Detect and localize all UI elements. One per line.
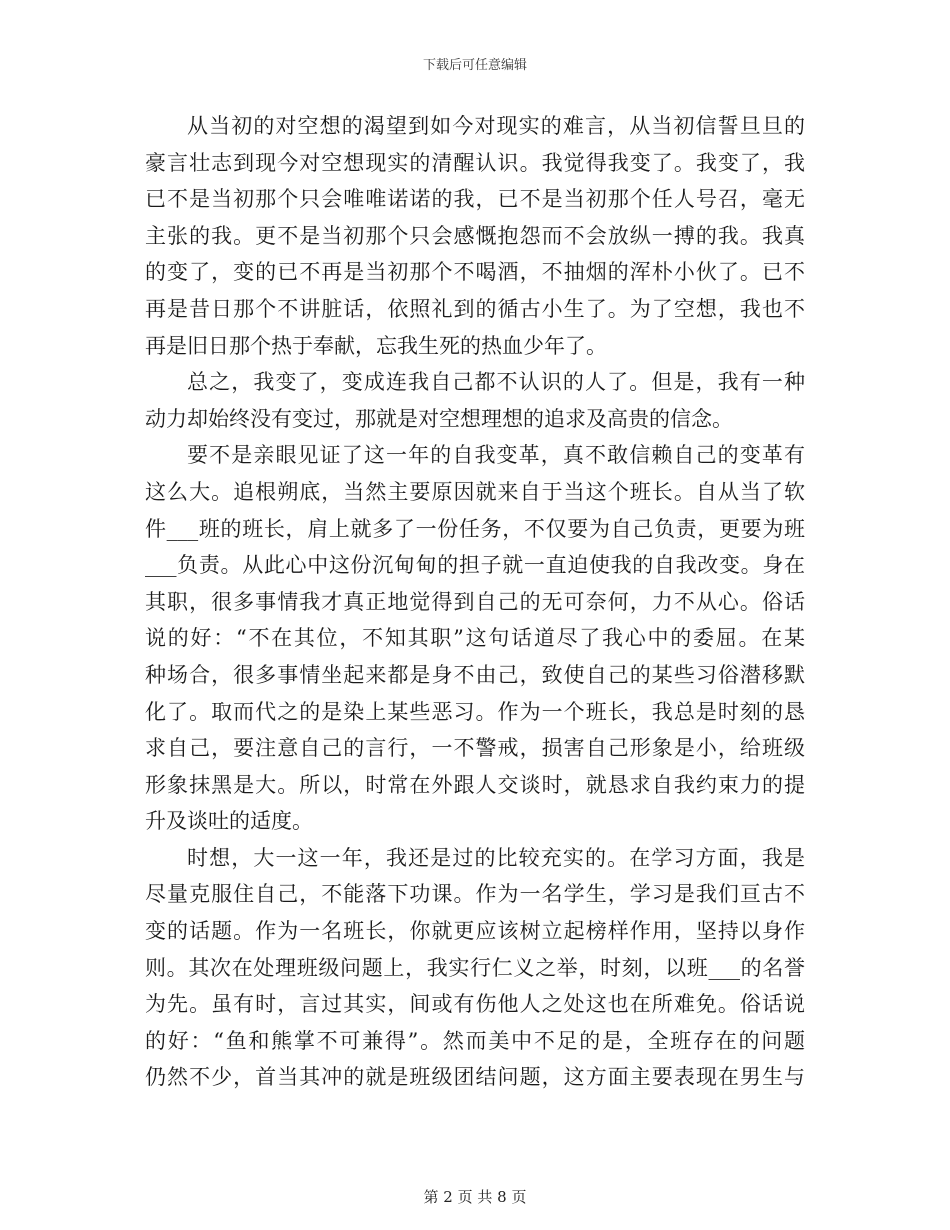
text-line: 为先。虽有时，言过其实，间或有伤他人之处这也在所难免。俗话说	[145, 992, 805, 1017]
text-line: 时想，大一这一年，我还是过的比较充实的。在学习方面，我是	[187, 845, 805, 870]
text-line: 件___班的班长，肩上就多了一份任务，不仅要为自己负责，更要为班	[145, 516, 805, 541]
text-line: 再是昔日那个不讲脏话，依照礼到的循古小生了。为了空想，我也不	[145, 296, 805, 321]
text-line: 要不是亲眼见证了这一年的自我变革，真不敢信赖自己的变革有	[187, 443, 805, 468]
text-line: 这么大。追根朔底，当然主要原因就来自于当这个班长。自从当了软	[145, 479, 805, 504]
text-line: 说的好：“不在其位，不知其职”这句话道尽了我心中的委屈。在某	[145, 626, 805, 651]
text-line: ___负责。从此心中这份沉甸甸的担子就一直迫使我的自我改变。身在	[145, 553, 805, 578]
text-line: 的变了，变的已不再是当初那个不喝酒，不抽烟的浑朴小伙了。已不	[145, 260, 805, 285]
text-line: 则。其次在处理班级问题上，我实行仁义之举，时刻，以班___的名誉	[145, 955, 805, 980]
text-line: 仍然不少，首当其冲的就是班级团结问题，这方面主要表现在男生与	[145, 1065, 805, 1090]
text-line: 已不是当初那个只会唯唯诺诺的我，已不是当初那个任人号召，毫无	[145, 187, 805, 212]
text-line: 再是旧日那个热于奉献，忘我生死的热血少年了。	[145, 333, 607, 358]
text-line: 从当初的对空想的渴望到如今对现实的难言，从当初信誓旦旦的	[187, 114, 805, 138]
document-body	[145, 108, 805, 1096]
text-line: 求自己，要注意自己的言行，一不警戒，损害自己形象是小，给班级	[145, 736, 805, 761]
text-line: 动力却始终没有变过，那就是对空想理想的追求及高贵的信念。	[145, 406, 733, 431]
text-line: 其职，很多事情我才真正地觉得到自己的无可奈何，力不从心。俗话	[145, 589, 805, 614]
text-line: 化了。取而代之的是染上某些恶习。作为一个班长，我总是时刻的恳	[145, 699, 805, 724]
text-line: 尽量克服住自己，不能落下功课。作为一名学生，学习是我们亘古不	[145, 882, 805, 907]
page-number: 第 2 页 共 8 页	[423, 1188, 527, 1206]
text-line: 形象抹黑是大。所以，时常在外跟人交谈时，就恳求自我约束力的提	[145, 772, 805, 797]
text-line: 豪言壮志到现今对空想现实的清醒认识。我觉得我变了。我变了，我	[145, 150, 805, 175]
text-line: 的好：“鱼和熊掌不可兼得”。然而美中不足的是，全班存在的问题	[145, 1028, 805, 1053]
text-line: 升及谈吐的适度。	[145, 809, 313, 834]
text-line: 主张的我。更不是当初那个只会感慨抱怨而不会放纵一搏的我。我真	[145, 223, 805, 248]
text-line: 变的话题。作为一名班长，你就更应该树立起榜样作用，坚持以身作	[145, 919, 805, 944]
text-line: 种场合，很多事情坐起来都是身不由己，致使自己的某些习俗潜移默	[145, 662, 805, 687]
text-line: 总之，我变了，变成连我自己都不认识的人了。但是，我有一种	[187, 370, 805, 395]
page-header: 下载后可任意编辑	[422, 58, 527, 73]
